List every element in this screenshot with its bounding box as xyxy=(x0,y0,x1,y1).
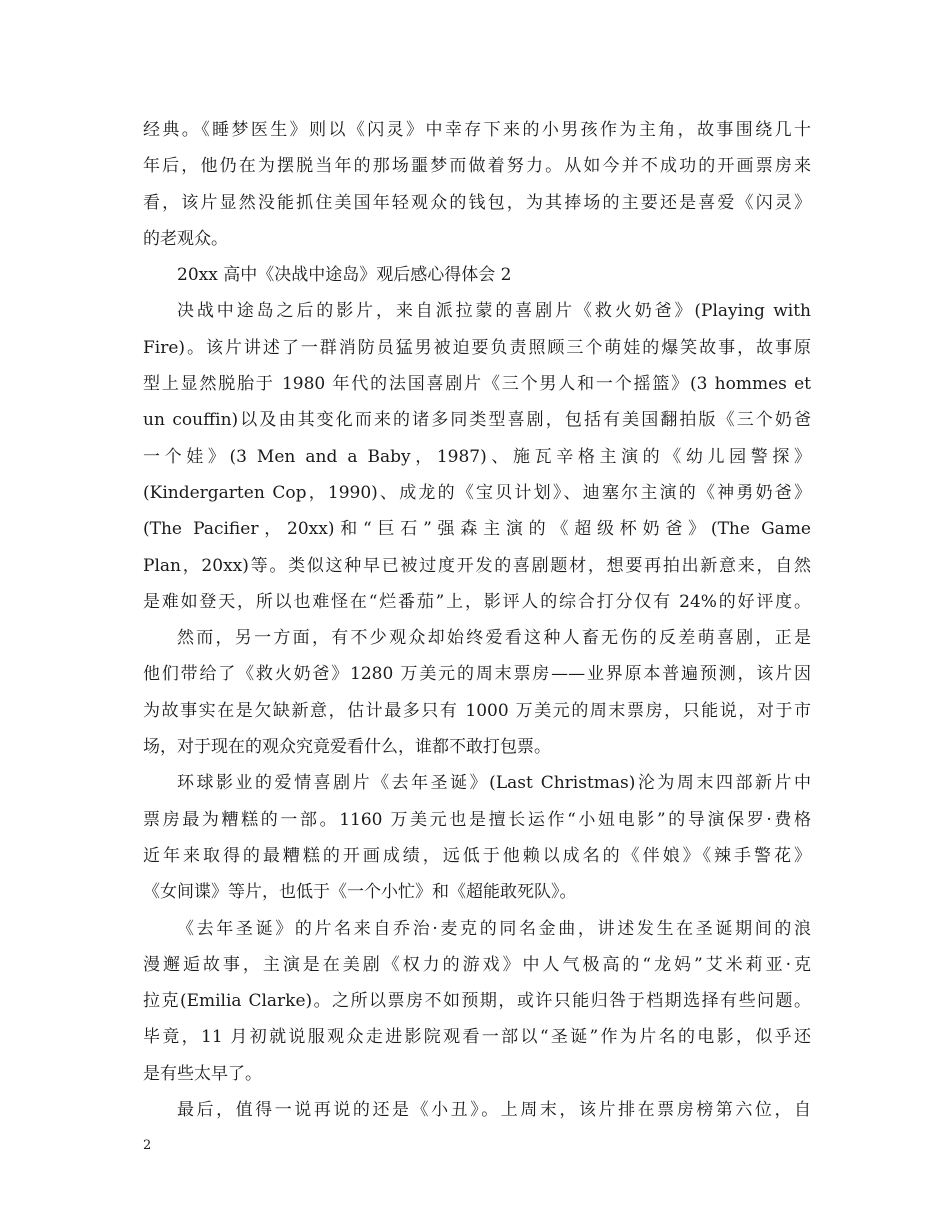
text-line: 毕竟，11 月初就说服观众走进影院观看一部以“圣诞”作为片名的电影，似乎还 xyxy=(143,1027,811,1048)
text-line: Fire)。该片讲述了一群消防员猛男被迫要负责照顾三个萌娃的爆笑故事，故事原 xyxy=(143,337,811,358)
text-line: 最后，值得一说再说的还是《小丑》。上周末，该片排在票房榜第六位，自 xyxy=(177,1100,811,1121)
text-line: 然而，另一方面，有不少观众却始终爱看这种人畜无伤的反差萌喜剧，正是 xyxy=(177,628,811,649)
text-line: un couffin)以及由其变化而来的诸多同类型喜剧，包括有美国翻拍版《三个奶爸 xyxy=(143,410,811,431)
text-line: 为故事实在是欠缺新意，估计最多只有 1000 万美元的周末票房，只能说，对于市 xyxy=(143,700,811,721)
text-line: 看，该片显然没能抓住美国年轻观众的钱包，为其捧场的主要还是喜爱《闪灵》 xyxy=(143,192,811,213)
document-body xyxy=(143,112,811,1128)
text-line: 票房最为糟糕的一部。1160 万美元也是擅长运作“小妞电影”的导演保罗·费格 xyxy=(143,809,811,830)
text-line: 他们带给了《救火奶爸》1280 万美元的周末票房——业界原本普遍预测，该片因 xyxy=(143,664,811,685)
text-line: 《去年圣诞》的片名来自乔治·麦克的同名金曲，讲述发生在圣诞期间的浪 xyxy=(177,918,811,939)
text-line: 拉克(Emilia Clarke)。之所以票房不如预期，或许只能归咎于档期选择有些问题。 xyxy=(143,991,811,1012)
section-heading: 20xx 高中《决战中途岛》观后感心得体会 2 xyxy=(177,265,512,286)
text-line: 一个娃》(3 Men and a Baby，1987)、施瓦辛格主演的《幼儿园警探》 xyxy=(143,446,811,467)
text-line: 经典。《睡梦医生》则以《闪灵》中幸存下来的小男孩作为主角，故事围绕几十 xyxy=(143,120,811,140)
page-number: 2 xyxy=(143,1138,152,1153)
text-line: 的老观众。 xyxy=(143,228,228,249)
text-line: 决战中途岛之后的影片，来自派拉蒙的喜剧片《救火奶爸》(Playing with xyxy=(177,301,811,322)
text-line: 场，对于现在的观众究竟爱看什么，谁都不敢打包票。 xyxy=(143,737,551,758)
text-line: 漫邂逅故事，主演是在美剧《权力的游戏》中人气极高的“龙妈”艾米莉亚·克 xyxy=(143,954,811,975)
text-line: 是难如登天，所以也难怪在“烂番茄”上，影评人的综合打分仅有 24%的好评度。 xyxy=(143,591,811,612)
text-line: 是有些太早了。 xyxy=(143,1063,262,1084)
text-line: (The Pacifier，20xx)和“巨石”强森主演的《超级杯奶爸》(The Game xyxy=(143,519,811,540)
text-line: 《女间谍》等片，也低于《一个小忙》和《超能敢死队》。 xyxy=(143,882,577,903)
text-line: 环球影业的爱情喜剧片《去年圣诞》(Last Christmas)沦为周末四部新片中 xyxy=(177,773,811,794)
text-line: 近年来取得的最糟糕的开画成绩，远低于他赖以成名的《伴娘》《辣手警花》 xyxy=(143,845,811,866)
text-line: Plan，20xx)等。类似这种早已被过度开发的喜剧题材，想要再拍出新意来，自然 xyxy=(143,555,811,576)
text-line: 型上显然脱胎于 1980 年代的法国喜剧片《三个男人和一个摇篮》(3 hommes et xyxy=(143,374,811,395)
text-line: (Kindergarten Cop，1990)、成龙的《宝贝计划》、迪塞尔主演的《神勇奶爸》 xyxy=(143,482,811,503)
text-line: 年后，他仍在为摆脱当年的那场噩梦而做着努力。从如今并不成功的开画票房来 xyxy=(143,156,811,177)
